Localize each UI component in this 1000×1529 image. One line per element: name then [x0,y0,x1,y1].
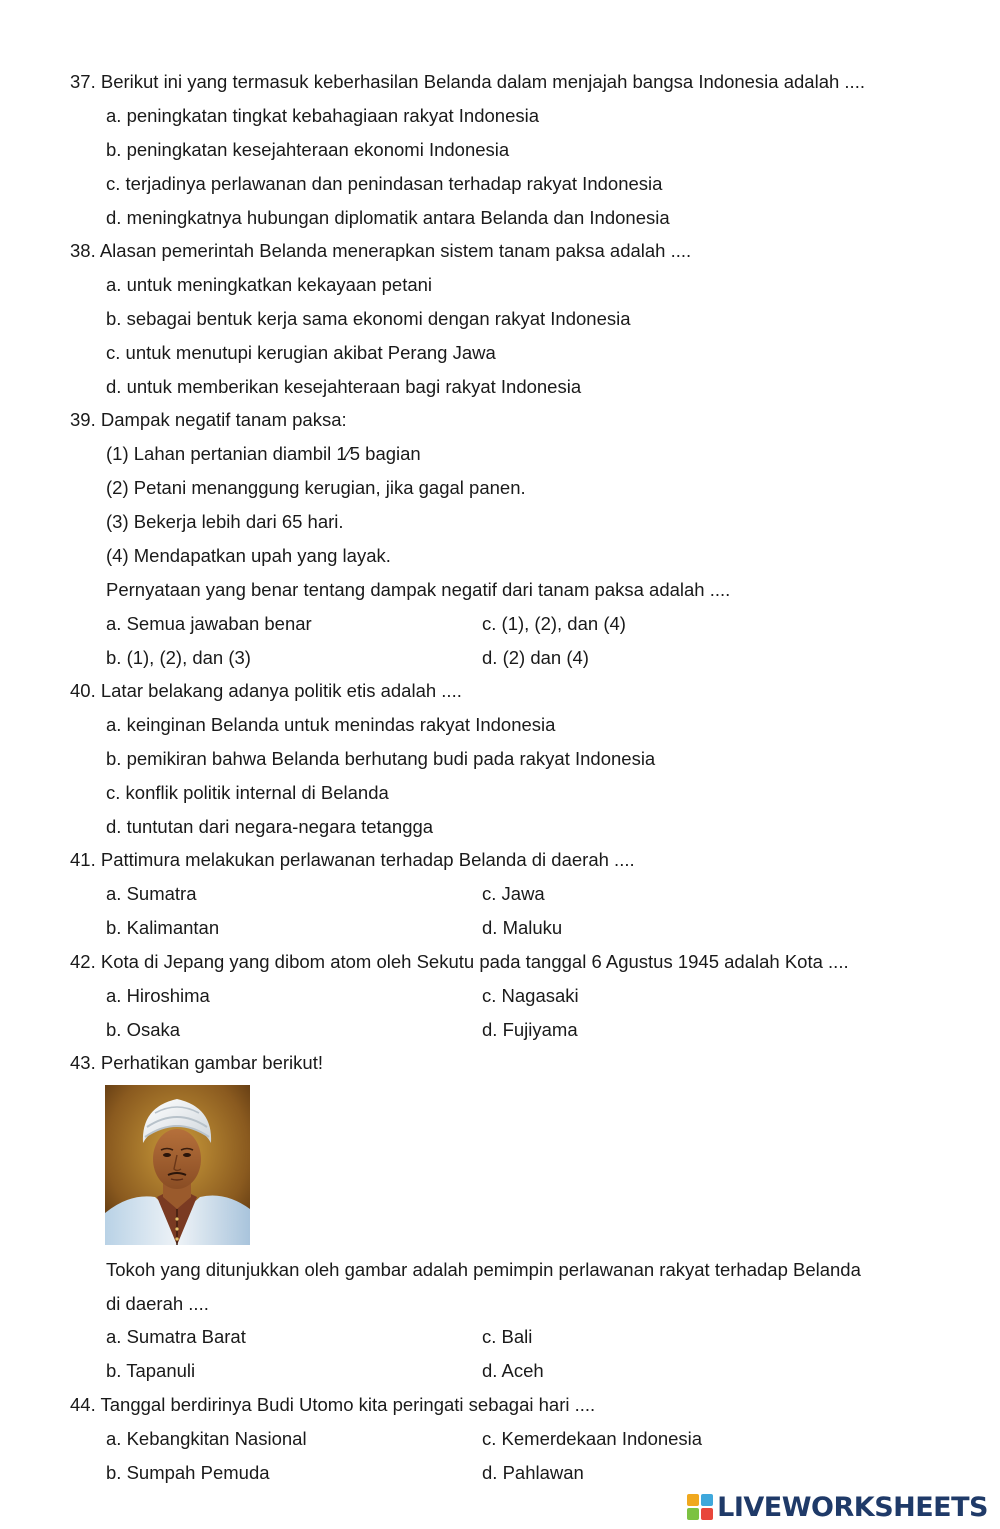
question-42-option-a[interactable]: a. Hiroshima [106,985,210,1006]
question-41-option-d[interactable]: d. Maluku [482,917,563,938]
question-44-option-a[interactable]: a. Kebangkitan Nasional [106,1428,307,1449]
logo-block-icon [701,1494,713,1506]
question-39-option-c[interactable]: c. (1), (2), dan (4) [482,613,626,634]
portrait-image [105,1085,250,1245]
question-42-option-c[interactable]: c. Nagasaki [482,985,579,1006]
question-40-stem: 40. Latar belakang adanya politik etis adalah .... [70,680,462,701]
question-40-option-b[interactable]: b. pemikiran bahwa Belanda berhutang budi pada rakyat Indonesia [106,748,656,769]
question-43-prompt-line-2: di daerah .... [106,1293,209,1314]
question-38-stem: 38. Alasan pemerintah Belanda menerapkan sistem tanam paksa adalah .... [70,240,692,261]
question-39-statement-3: (3) Bekerja lebih dari 65 hari. [106,511,344,532]
question-44-option-b[interactable]: b. Sumpah Pemuda [106,1462,270,1483]
question-39-stem: 39. Dampak negatif tanam paksa: [70,409,347,430]
question-44-stem: 44. Tanggal berdirinya Budi Utomo kita peringati sebagai hari .... [70,1394,596,1415]
question-38-option-d[interactable]: d. untuk memberikan kesejahteraan bagi rakyat Indonesia [106,376,582,397]
logo-block-icon [687,1494,699,1506]
question-42-option-d[interactable]: d. Fujiyama [482,1019,578,1040]
question-39-option-b[interactable]: b. (1), (2), dan (3) [106,647,251,668]
question-41-stem: 41. Pattimura melakukan perlawanan terhadap Belanda di daerah .... [70,849,635,870]
question-41-option-c[interactable]: c. Jawa [482,883,545,904]
question-43-option-d[interactable]: d. Aceh [482,1360,544,1381]
liveworksheets-logo[interactable] [687,1490,988,1524]
question-43-stem: 43. Perhatikan gambar berikut! [70,1052,323,1073]
question-40-option-a[interactable]: a. keinginan Belanda untuk menindas rakyat Indonesia [106,714,556,735]
question-39-option-a[interactable]: a. Semua jawaban benar [106,613,312,634]
question-40-option-c[interactable]: c. konflik politik internal di Belanda [106,782,389,803]
question-37-option-c[interactable]: c. terjadinya perlawanan dan penindasan terhadap rakyat Indonesia [106,173,663,194]
question-40-option-d[interactable]: d. tuntutan dari negara-negara tetangga [106,816,434,837]
question-39-statement-2: (2) Petani menanggung kerugian, jika gagal panen. [106,477,526,498]
question-39-statement-1: (1) Lahan pertanian diambil 1⁄5 bagian [106,443,421,464]
question-39-prompt: Pernyataan yang benar tentang dampak negatif dari tanam paksa adalah .... [106,579,731,600]
question-38-option-c[interactable]: c. untuk menutupi kerugian akibat Perang Jawa [106,342,496,363]
question-44-option-c[interactable]: c. Kemerdekaan Indonesia [482,1428,703,1449]
question-38-option-a[interactable]: a. untuk meningkatkan kekayaan petani [106,274,433,295]
question-42-option-b[interactable]: b. Osaka [106,1019,181,1040]
question-43-option-c[interactable]: c. Bali [482,1326,533,1347]
question-44-option-d[interactable]: d. Pahlawan [482,1462,584,1483]
question-38-option-b[interactable]: b. sebagai bentuk kerja sama ekonomi dengan rakyat Indonesia [106,308,631,329]
question-39-option-d[interactable]: d. (2) dan (4) [482,647,589,668]
question-37-option-a[interactable]: a. peningkatan tingkat kebahagiaan rakyat Indonesia [106,105,540,126]
question-42-stem: 42. Kota di Jepang yang dibom atom oleh Sekutu pada tanggal 6 Agustus 1945 adalah Kota .... [70,951,849,972]
logo-grid-icon [687,1494,713,1520]
question-41-option-b[interactable]: b. Kalimantan [106,917,220,938]
question-37-stem: 37. Berikut ini yang termasuk keberhasilan Belanda dalam menjajah bangsa Indonesia adalah .... [70,71,865,92]
logo-block-icon [687,1508,699,1520]
question-43-option-b[interactable]: b. Tapanuli [106,1360,196,1381]
question-41-option-a[interactable]: a. Sumatra [106,883,197,904]
question-39-statement-4: (4) Mendapatkan upah yang layak. [106,545,391,566]
question-43-prompt-line-1: Tokoh yang ditunjukkan oleh gambar adalah pemimpin perlawanan rakyat terhadap Belanda [106,1259,861,1280]
logo-block-icon [701,1508,713,1520]
question-37-option-d[interactable]: d. meningkatnya hubungan diplomatik antara Belanda dan Indonesia [106,207,670,228]
question-37-option-b[interactable]: b. peningkatan kesejahteraan ekonomi Indonesia [106,139,510,160]
logo-text: LIVEWORKSHEETS [717,1491,988,1523]
question-43-option-a[interactable]: a. Sumatra Barat [106,1326,246,1347]
